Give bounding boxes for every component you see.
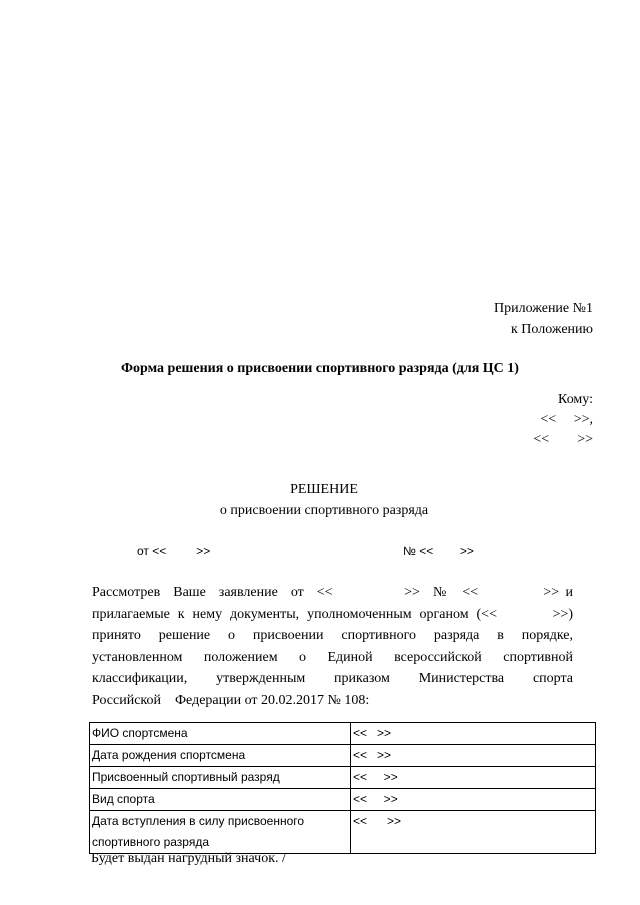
- body-paragraph: [92, 582, 573, 711]
- badge-note: Будет выдан нагрудный значок. /: [91, 851, 286, 866]
- body-line: Российской Федерации от 20.02.2017 № 108:: [92, 692, 370, 708]
- table-row: [90, 811, 596, 854]
- table-row: [90, 789, 596, 811]
- appendix-reference: к Положению: [510, 322, 593, 337]
- table-cell-label: Присвоенный спортивный разряд: [90, 767, 351, 789]
- table-cell-label: [90, 811, 351, 854]
- table-cell-label-line: Дата вступления в силу присвоенного: [92, 814, 305, 828]
- body-line: Рассмотрев Ваше заявление от << >> № << >> и: [92, 585, 573, 600]
- body-line: классификации, утвержденным приказом Министерства спорта: [92, 671, 573, 686]
- recipient-field-1: << >>,: [540, 412, 593, 427]
- athlete-info-table: [89, 722, 596, 854]
- decision-number: № << >>: [403, 544, 474, 558]
- table-row: [90, 745, 596, 767]
- table-cell-label-line: спортивного разряда: [92, 835, 210, 849]
- table-cell-value: << >>: [351, 789, 596, 811]
- decision-title: РЕШЕНИЕ: [290, 482, 358, 497]
- body-line: прилагаемые к нему документы, уполномоченным органом (<< >>): [92, 606, 573, 622]
- table-row: [90, 723, 596, 745]
- table-row: [90, 767, 596, 789]
- table-cell-value: << >>: [351, 811, 596, 854]
- decision-date: от << >>: [137, 544, 211, 558]
- decision-subtitle: о присвоении спортивного разряда: [219, 503, 429, 518]
- table-cell-value: << >>: [351, 723, 596, 745]
- table-cell-label: Вид спорта: [90, 789, 351, 811]
- appendix-number: Приложение №1: [494, 301, 593, 316]
- body-line: принято решение о присвоении спортивного разряда в порядке,: [92, 628, 573, 643]
- table-cell-label: Дата рождения спортсмена: [90, 745, 351, 767]
- recipient-field-2: << >>: [533, 432, 593, 447]
- table-cell-label: ФИО спортсмена: [90, 723, 351, 745]
- table-cell-value: << >>: [351, 767, 596, 789]
- form-title: Форма решения о присвоении спортивного разряда (для ЦС 1): [121, 361, 519, 376]
- recipient-label: Кому:: [558, 392, 593, 407]
- table-cell-value: << >>: [351, 745, 596, 767]
- body-line: установленном положением о Единой всероссийской спортивной: [92, 649, 573, 665]
